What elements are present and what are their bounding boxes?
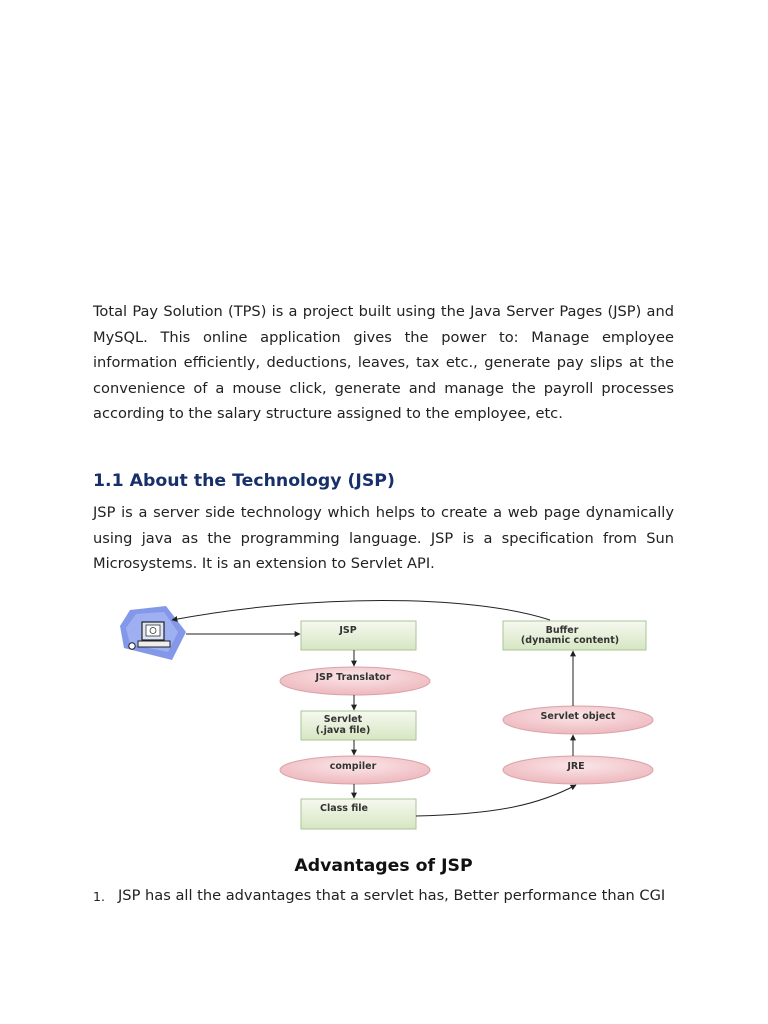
jre-label: JRE [567,761,585,772]
advantages-list [93,883,674,909]
list-item-text: JSP has all the advantages that a servlet has, Better performance than CGI [118,887,666,904]
section-paragraph: JSP is a server side technology which helps to create a web page dynamically using java as the programming language. JSP is a specification from Sun Microsystems. It is an extension to Servlet API. [93,504,674,572]
classfile-to-jre-arrow [416,785,576,816]
classfile-label: Class file [320,803,368,814]
list-item [93,883,674,909]
computer-icon [120,606,186,660]
buffer-label-line1: Buffer [545,625,579,636]
jsp-lifecycle-diagram [110,592,670,840]
section-heading: 1.1 About the Technology (JSP) [93,471,395,491]
intro-paragraph: Total Pay Solution (TPS) is a project built using the Java Server Pages (JSP) and MySQL. This online application gives the power to: Manage employee information efficiently, deductions, leaves, tax etc., generate pay slips at the convenience of a mouse click, generate and manage the payroll processes according to the salary structure assigned to the employee, etc. [93,303,674,422]
translator-label: JSP Translator [315,672,391,683]
jsp-box [301,621,416,650]
advantages-heading: Advantages of JSP [294,856,473,876]
buffer-label-line2: (dynamic content) [520,635,620,646]
jsp-label: JSP [339,625,357,636]
servlet-label-line2: (.java file) [315,725,371,736]
buffer-to-client-arrow [172,601,550,621]
list-item-number: 1. [93,889,105,904]
servlet-object-label: Servlet object [540,711,616,722]
servlet-label-line1: Servlet [323,714,363,725]
compiler-label: compiler [329,761,377,772]
